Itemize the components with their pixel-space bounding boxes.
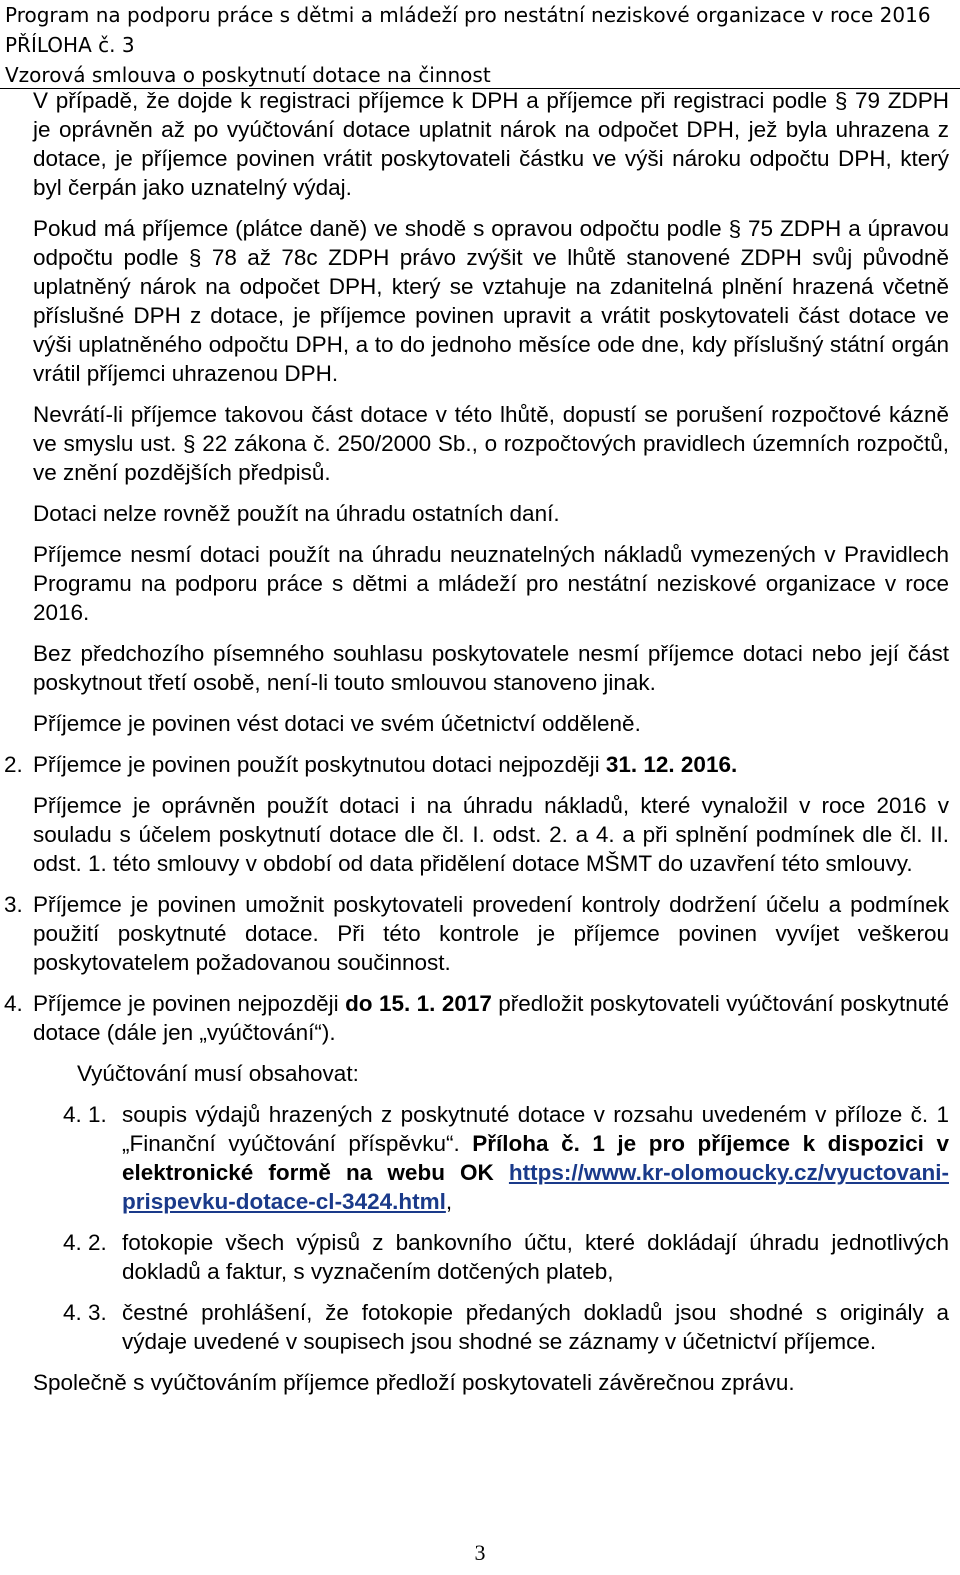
clause-number: 3. [4,892,23,917]
deadline-date: 31. 12. 2016. [605,752,738,777]
clause-number: 2. [4,752,23,777]
clause-3-text: Příjemce je povinen umožnit poskytovateli provedení kontroly dodržení účelu a podmínek použití poskytnuté dotace. Při této kontrole je příjemce povinen vyvíjet veškerou poskytovatelem požadovanou součinnost. [33,892,949,975]
sub-clause-number: 4. 1. [63,1102,107,1127]
paragraph-ineligible-costs: Příjemce nesmí dotaci použít na úhradu neuznatelných nákladů vymezených v Pravidlech Programu na podporu práce s dětmi a mládeží pro nestátní neziskové organizace v roce 2016. [33,542,949,625]
sub-clause-4-3 [63,1298,949,1356]
deadline-date: do 15. 1. 2017 [345,991,492,1016]
paragraph-vat-deduction: Pokud má příjemce (plátce daně) ve shodě s opravou odpočtu podle § 75 ZDPH a úpravou odpočtu podle § 78 až 78c ZDPH právo zvýšit ve lhůtě stanovené ZDPH svůj původně uplatněný nárok na odpočet DPH, který se vztahuje na zdanitelná plnění hrazená včetně příslušné DPH z dotace, je příjemce povinen upravit a vrátit poskytovateli část dotace ve výši uplatněného odpočtu DPH, a to do jednoho měsíce ode dne, kdy příslušný státní orgán vrátil příjemci uhrazenou DPH. [33,216,949,386]
document-body [4,86,949,1409]
header-document-title: Vzorová smlouva o poskytnutí dotace na činnost [5,63,491,87]
sub-clause-text [122,1100,949,1216]
clause-text: předložit poskytovateli vyúčtování poskytnuté dotace (dále jen „vyúčtování“). [33,991,949,1045]
paragraph-vat-registration: V případě, že dojde k registraci příjemce k DPH a příjemce při registraci podle § 79 ZDPH je oprávněn až po vyúčtování dotace uplatnit nárok na odpočet DPH, jež byla uhrazena z dotace, je příjemce povinen vrátit poskytovateli částku ve výši nároku odpočtu DPH, který byl čerpán jako uznatelný výdaj. [33,88,949,200]
sub-clause-4-1 [63,1100,949,1216]
paragraph-other-taxes: Dotaci nelze rovněž použít na úhradu ostatních daní. [33,501,560,526]
sub-clause-bold-text: Příloha č. 1 je pro příjemce k dispozici v elektronické formě na webu OK [122,1131,949,1185]
clause-text: Příjemce je povinen nejpozději [33,991,346,1016]
clause-text: Příjemce je povinen použít poskytnutou dotaci nejpozději [33,752,606,777]
clause-4 [4,989,949,1047]
header-program-title: Program na podporu práce s dětmi a mládeží pro nestátní neziskové organizace v roce 2016 [5,3,931,27]
paragraph-budget-discipline: Nevrátí-li příjemce takovou část dotace v této lhůtě, dopustí se porušení rozpočtové kázně ve smyslu ust. § 22 zákona č. 250/2000 Sb., o rozpočtových pravidlech územních rozpočtů, ve znění pozdějších předpisů. [33,402,949,485]
paragraph-accounting: Příjemce je povinen vést dotaci ve svém účetnictví odděleně. [33,711,641,736]
sub-clause-number: 4. 3. [63,1300,107,1325]
clause-2-text [33,750,949,779]
paragraph-final-report: Společně s vyúčtováním příjemce předloží poskytovateli závěrečnou zprávu. [33,1370,795,1395]
sub-clause-number: 4. 2. [63,1230,107,1255]
statement-contents-intro: Vyúčtování musí obsahovat: [77,1061,359,1086]
page-header [5,0,955,90]
page-number: 3 [474,1540,486,1565]
paragraph-third-party: Bez předchozího písemného souhlasu poskytovatele nesmí příjemce dotaci nebo její část poskytnout třetí osobě, není-li touto smlouvou stanoveno jinak. [33,641,949,695]
header-appendix-label: PŘÍLOHA č. 3 [5,33,135,57]
sub-clause-text: fotokopie všech výpisů z bankovního účtu, které dokládají úhradu jednotlivých dokladů a faktur, s vyznačením dotčených plateb, [122,1230,949,1284]
sub-clause-plain-text: soupis výdajů hrazených z poskytnuté dotace v rozsahu uvedeném v příloze č. 1 „Finanční vyúčtování příspěvku“. [122,1102,949,1156]
sub-clause-4-2 [63,1228,949,1286]
sub-clause-text: čestné prohlášení, že fotokopie předaných dokladů jsou shodné s originály a výdaje uvedené v soupisech jsou shodné se záznamy v účetnictví příjemce. [122,1300,949,1354]
clause-3 [4,890,949,977]
sub-clause-tail: , [445,1189,453,1214]
statement-form-link[interactable]: https://www.kr-olomoucky.cz/vyuctovani-prispevku-dotace-cl-3424.html [122,1160,949,1214]
clause-2 [4,750,949,779]
clause-2-continuation: Příjemce je oprávněn použít dotaci i na úhradu nákladů, které vynaložil v roce 2016 v souladu s účelem poskytnutí dotace dle čl. I. odst. 2. a 4. a při splnění podmínek dle čl. II. odst. 1. této smlouvy v období od data přidělení dotace MŠMT do uzavření této smlouvy. [33,793,949,876]
clause-4-text [33,989,949,1047]
clause-number: 4. [4,991,23,1016]
